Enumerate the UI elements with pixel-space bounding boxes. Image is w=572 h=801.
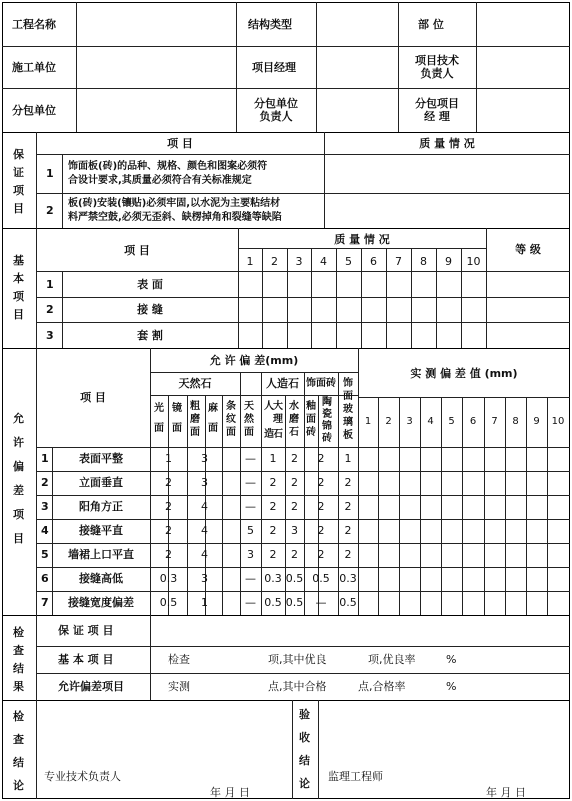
group-tile: 饰面砖 bbox=[306, 378, 336, 389]
tol-row-4-val-1: 2 bbox=[165, 524, 172, 537]
subcol-7c: 理 bbox=[273, 414, 283, 425]
tol-item-header: 项 目 bbox=[80, 391, 106, 404]
tol-row-7-val-5: — bbox=[245, 596, 256, 609]
guarantee-section-3: 项 bbox=[13, 184, 24, 197]
concl-supervisor-label: 监理工程师 bbox=[328, 770, 383, 783]
tol-row-2-val-9: 2 bbox=[344, 476, 352, 489]
subcol-6c: 面 bbox=[244, 427, 254, 438]
tol-row-7-val-1: 0.5 bbox=[159, 596, 178, 609]
guarantee-row-1-no: 1 bbox=[46, 167, 54, 180]
result-items-rate: 项,优良率 bbox=[368, 653, 416, 666]
basic-item-header: 项 目 bbox=[124, 244, 150, 257]
tol-row-6-val-1: 0.3 bbox=[159, 572, 178, 585]
guarantee-item-header: 项 目 bbox=[167, 137, 193, 150]
tol-section-5: 项 bbox=[13, 508, 24, 521]
tol-row-3-val-3: 4 bbox=[201, 500, 208, 513]
tol-row-5-val-7: 2 bbox=[291, 548, 298, 561]
subcol-8b: 磨 bbox=[289, 414, 299, 425]
subcol-9a: 釉 bbox=[306, 401, 316, 412]
sub-manager-label-1: 分包项目 bbox=[415, 97, 459, 110]
border-right bbox=[569, 2, 570, 799]
tol-row-2-val-5: — bbox=[245, 476, 256, 489]
guarantee-section-2: 证 bbox=[13, 166, 24, 179]
meas-num-10: 10 bbox=[551, 416, 565, 427]
tol-row-4-val-6: 2 bbox=[269, 524, 277, 537]
tol-row-2-no: 2 bbox=[41, 476, 49, 489]
tol-row-7-val-3: 1 bbox=[201, 596, 208, 609]
tol-row-4-val-9: 2 bbox=[344, 524, 352, 537]
basic-row-2-name: 接 缝 bbox=[137, 303, 163, 316]
meas-num-3: 3 bbox=[406, 416, 413, 427]
tol-row-4-no: 4 bbox=[41, 524, 49, 537]
construction-unit-label: 施工单位 bbox=[12, 61, 56, 74]
sub-lead-label-1: 分包单位 bbox=[254, 97, 298, 110]
subcol-1a: 光 bbox=[154, 403, 164, 414]
tol-row-3-val-1: 2 bbox=[165, 500, 172, 513]
tol-row-6-val-7: 0.5 bbox=[285, 572, 304, 585]
subcol-5b: 纹 bbox=[226, 414, 236, 425]
border-left bbox=[2, 2, 3, 799]
guarantee-quality-header: 质 量 情 况 bbox=[419, 137, 475, 150]
tol-section-4: 差 bbox=[13, 484, 24, 497]
basic-num-2: 2 bbox=[271, 255, 278, 268]
basic-num-10: 10 bbox=[466, 255, 481, 268]
tol-row-5-val-6: 2 bbox=[269, 548, 277, 561]
result-section-1: 检 bbox=[13, 626, 24, 639]
tol-row-4-val-5: 5 bbox=[247, 524, 254, 537]
concl-date-2: 年 月 日 bbox=[486, 786, 526, 799]
concl-section-2: 查 bbox=[13, 733, 24, 746]
subcol-7e: 石 bbox=[273, 429, 283, 440]
tol-row-5-val-3: 4 bbox=[201, 548, 208, 561]
tol-row-2-val-8: 2 bbox=[317, 476, 325, 489]
result-section-3: 结 bbox=[13, 662, 24, 675]
guarantee-row-2-text-2: 料严禁空鼓,必须无歪斜、缺楞掉角和裂缝等缺陷 bbox=[68, 212, 282, 223]
tol-row-4-val-3: 4 bbox=[201, 524, 208, 537]
tol-row-5-val-9: 2 bbox=[344, 548, 352, 561]
tol-row-4-name: 接缝平直 bbox=[79, 524, 123, 537]
result-basic-label: 基 本 项 目 bbox=[58, 653, 114, 666]
tol-row-6-val-9: 0.3 bbox=[339, 572, 357, 585]
basic-grade-header: 等 级 bbox=[515, 243, 541, 256]
basic-row-3-no: 3 bbox=[46, 329, 54, 342]
subcol-6b: 然 bbox=[244, 414, 254, 425]
subcol-7d: 造 bbox=[264, 429, 274, 440]
subcol-2a: 镜 bbox=[172, 403, 182, 414]
tol-row-3-no: 3 bbox=[41, 500, 49, 513]
subcol-10a: 陶 bbox=[322, 397, 332, 408]
meas-num-2: 2 bbox=[385, 416, 392, 427]
tol-row-7-name: 接缝宽度偏差 bbox=[68, 596, 134, 609]
subcol-1b: 面 bbox=[154, 423, 164, 434]
concl-responsible-label: 专业技术负责人 bbox=[44, 770, 121, 783]
tol-allow-header: 允 许 偏 差(mm) bbox=[209, 354, 299, 367]
result-pct-1: % bbox=[446, 653, 457, 666]
border-bottom bbox=[2, 798, 570, 799]
tol-row-5-no: 5 bbox=[41, 548, 49, 561]
result-guarantee-label: 保 证 项 目 bbox=[58, 624, 114, 637]
basic-num-4: 4 bbox=[320, 255, 327, 268]
result-section-2: 查 bbox=[13, 644, 24, 657]
meas-num-7: 7 bbox=[491, 416, 498, 427]
sub-manager-label-2: 经 理 bbox=[424, 110, 450, 123]
subcol-10d: 砖 bbox=[322, 433, 332, 444]
tol-section-3: 偏 bbox=[13, 460, 24, 473]
tol-row-1-name: 表面平整 bbox=[79, 452, 123, 465]
tol-row-1-val-1: 1 bbox=[165, 452, 172, 465]
concl-section-1: 检 bbox=[13, 710, 24, 723]
basic-row-2-no: 2 bbox=[46, 303, 54, 316]
subcol-3a: 粗 bbox=[190, 401, 200, 412]
tol-row-1-val-6: 1 bbox=[269, 452, 277, 465]
subcol-7a: 人 bbox=[264, 401, 274, 412]
tol-section-2: 许 bbox=[13, 436, 24, 449]
guarantee-section-4: 目 bbox=[13, 202, 24, 215]
tol-row-1-val-7: 2 bbox=[291, 452, 298, 465]
tol-row-1-no: 1 bbox=[41, 452, 49, 465]
meas-num-4: 4 bbox=[427, 416, 434, 427]
basic-section-3: 项 bbox=[13, 290, 24, 303]
accept-section-4: 论 bbox=[299, 777, 310, 790]
tol-row-3-val-5: — bbox=[245, 500, 256, 513]
group-glass-2: 面 bbox=[343, 391, 353, 402]
result-points-ok: 点,其中合格 bbox=[268, 680, 327, 693]
tol-row-7-val-7: 0.5 bbox=[285, 596, 304, 609]
tol-row-6-val-6: 0.3 bbox=[264, 572, 282, 585]
result-check-label: 检查 bbox=[168, 653, 190, 666]
tol-row-5-val-8: 2 bbox=[317, 548, 325, 561]
tol-row-3-val-8: 2 bbox=[317, 500, 325, 513]
basic-num-9: 9 bbox=[445, 255, 452, 268]
result-items-good: 项,其中优良 bbox=[268, 653, 327, 666]
basic-num-7: 7 bbox=[395, 255, 402, 268]
basic-num-1: 1 bbox=[246, 255, 254, 268]
subcol-2b: 面 bbox=[172, 423, 182, 434]
tol-row-2-val-3: 3 bbox=[201, 476, 208, 489]
subcol-4a: 麻 bbox=[208, 403, 218, 414]
meas-num-8: 8 bbox=[512, 416, 519, 427]
group-glass-5: 板 bbox=[343, 430, 353, 441]
meas-num-6: 6 bbox=[469, 416, 477, 427]
tol-row-3-val-7: 2 bbox=[291, 500, 298, 513]
tol-row-3-val-6: 2 bbox=[269, 500, 277, 513]
basic-quality-header: 质 量 情 况 bbox=[334, 233, 390, 246]
subcol-5a: 条 bbox=[226, 401, 236, 412]
tol-row-6-val-8: 0.5 bbox=[312, 572, 330, 585]
result-pct-2: % bbox=[446, 680, 457, 693]
tol-row-1-val-8: 2 bbox=[317, 452, 325, 465]
accept-section-3: 结 bbox=[299, 754, 310, 767]
subcol-8a: 水 bbox=[289, 401, 299, 412]
meas-num-5: 5 bbox=[448, 416, 455, 427]
group-artificial: 人造石 bbox=[266, 377, 299, 390]
subcol-10b: 瓷 bbox=[322, 409, 332, 420]
basic-num-6: 6 bbox=[370, 255, 377, 268]
tol-row-6-val-3: 3 bbox=[201, 572, 208, 585]
accept-section-2: 收 bbox=[299, 731, 310, 744]
subcol-3c: 面 bbox=[190, 427, 200, 438]
tol-row-6-name: 接缝高低 bbox=[79, 572, 123, 585]
structure-type-label: 结构类型 bbox=[248, 18, 292, 31]
guarantee-row-2-no: 2 bbox=[46, 204, 54, 217]
group-glass-4: 璃 bbox=[343, 417, 353, 428]
tol-row-6-val-5: — bbox=[245, 572, 256, 585]
tol-row-1-val-5: — bbox=[245, 452, 256, 465]
basic-section-2: 本 bbox=[13, 272, 24, 285]
basic-row-1-no: 1 bbox=[46, 278, 54, 291]
guarantee-row-1-text-2: 合设计要求,其质量必须符合有关标准规定 bbox=[68, 175, 252, 186]
tech-lead-label-2: 负责人 bbox=[420, 67, 454, 80]
tol-row-6-no: 6 bbox=[41, 572, 49, 585]
basic-row-3-name: 套 割 bbox=[137, 329, 163, 342]
basic-num-8: 8 bbox=[420, 255, 427, 268]
tol-row-1-val-9: 1 bbox=[344, 452, 352, 465]
basic-section-1: 基 bbox=[13, 254, 24, 267]
basic-section-4: 目 bbox=[13, 308, 24, 321]
tol-row-7-val-8: — bbox=[315, 596, 327, 609]
department-label: 部 位 bbox=[418, 18, 444, 31]
subcol-3b: 磨 bbox=[190, 414, 200, 425]
tol-row-7-val-6: 0.5 bbox=[264, 596, 282, 609]
tol-row-2-name: 立面垂直 bbox=[79, 476, 123, 489]
tol-row-2-val-1: 2 bbox=[165, 476, 172, 489]
result-measure-label: 实测 bbox=[168, 680, 190, 693]
tol-row-4-val-7: 3 bbox=[291, 524, 298, 537]
guarantee-row-1-text-1: 饰面板(砖)的品种、规格、颜色和图案必须符 bbox=[68, 161, 268, 172]
tol-section-6: 目 bbox=[13, 532, 24, 545]
meas-num-9: 9 bbox=[533, 416, 540, 427]
tech-lead-label-1: 项目技术 bbox=[415, 54, 459, 67]
tol-measured-header: 实 测 偏 差 值 (mm) bbox=[410, 367, 518, 380]
group-natural: 天然石 bbox=[178, 377, 212, 390]
border-top bbox=[2, 2, 570, 3]
basic-row-1-name: 表 面 bbox=[137, 278, 163, 291]
subcol-4b: 面 bbox=[208, 423, 218, 434]
tol-row-3-val-9: 2 bbox=[344, 500, 352, 513]
group-glass-1: 饰 bbox=[343, 378, 353, 389]
tol-row-4-val-8: 2 bbox=[317, 524, 325, 537]
tol-row-7-no: 7 bbox=[41, 596, 49, 609]
subcol-8c: 石 bbox=[289, 427, 299, 438]
basic-num-3: 3 bbox=[295, 255, 303, 268]
group-glass-3: 玻 bbox=[343, 404, 353, 415]
tol-row-5-val-5: 3 bbox=[247, 548, 254, 561]
tol-row-1-val-3: 3 bbox=[201, 452, 208, 465]
tol-row-2-val-7: 2 bbox=[291, 476, 298, 489]
project-name-label: 工程名称 bbox=[12, 18, 56, 31]
tol-row-3-name: 阳角方正 bbox=[79, 500, 123, 513]
subcol-9b: 面 bbox=[306, 414, 316, 425]
result-section-4: 果 bbox=[13, 680, 24, 693]
subcol-7b: 大 bbox=[273, 401, 283, 412]
meas-num-1: 1 bbox=[364, 416, 372, 427]
accept-section-1: 验 bbox=[299, 708, 310, 721]
concl-section-3: 结 bbox=[13, 756, 24, 769]
sub-lead-label-2: 负责人 bbox=[259, 110, 293, 123]
guarantee-row-2-text-1: 板(砖)安装(镶贴)必须牢固,以水泥为主要粘结材 bbox=[68, 198, 281, 209]
basic-num-5: 5 bbox=[345, 255, 352, 268]
concl-date-1: 年 月 日 bbox=[210, 786, 250, 799]
subcol-6a: 天 bbox=[244, 401, 254, 412]
tol-row-2-val-6: 2 bbox=[269, 476, 277, 489]
subcontractor-label: 分包单位 bbox=[12, 104, 56, 117]
subcol-9c: 砖 bbox=[306, 427, 316, 438]
subcol-5c: 面 bbox=[226, 427, 236, 438]
project-manager-label: 项目经理 bbox=[252, 61, 296, 74]
result-tolerance-label: 允许偏差项目 bbox=[58, 680, 124, 693]
result-points-rate: 点,合格率 bbox=[358, 680, 406, 693]
concl-section-4: 论 bbox=[13, 779, 24, 792]
tol-section-1: 允 bbox=[13, 412, 24, 425]
subcol-10c: 锦 bbox=[322, 421, 332, 432]
tol-row-5-name: 墙裙上口平直 bbox=[68, 548, 134, 561]
tol-row-5-val-1: 2 bbox=[165, 548, 172, 561]
guarantee-section-1: 保 bbox=[13, 148, 24, 161]
tol-row-7-val-9: 0.5 bbox=[339, 596, 357, 609]
